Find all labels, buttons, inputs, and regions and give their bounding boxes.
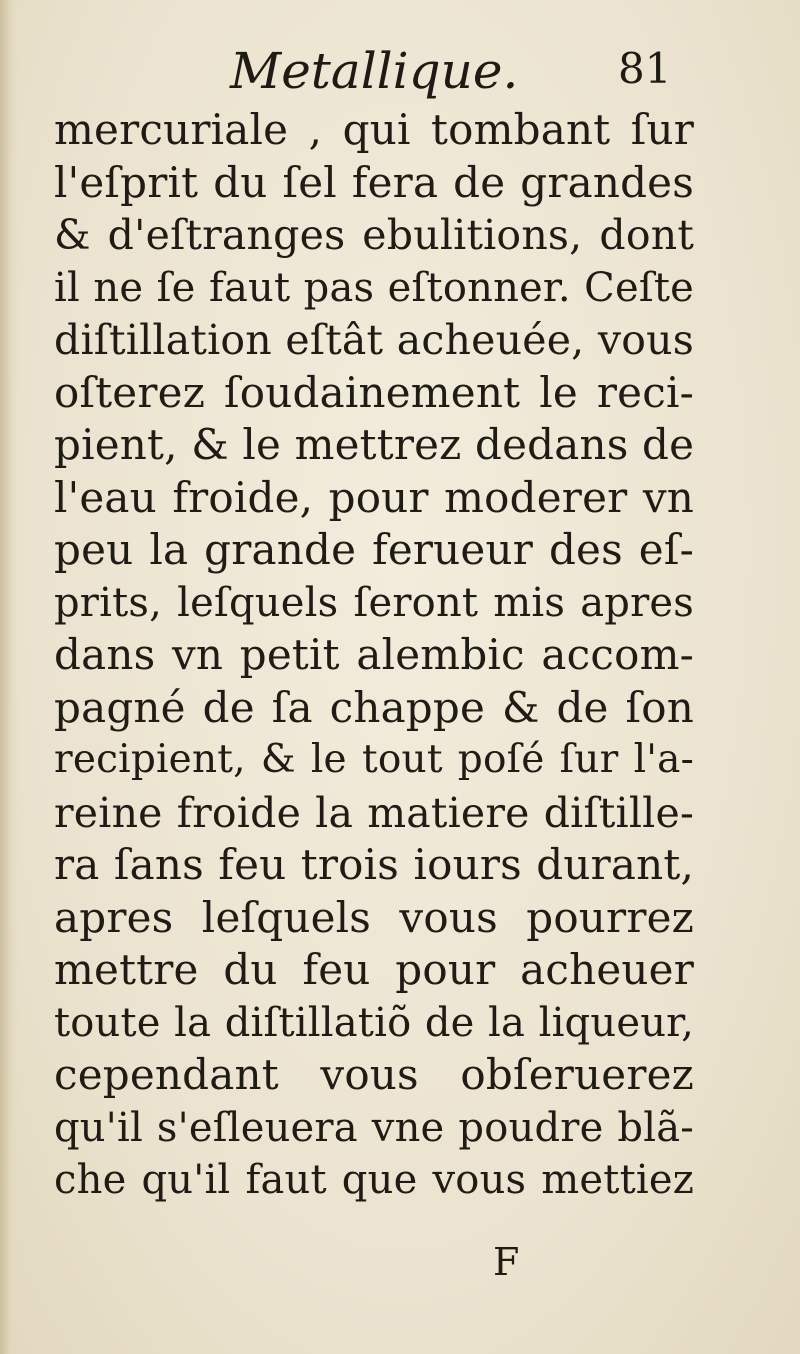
text-line: ra ſans feu trois iours durant, — [54, 840, 694, 889]
text-line: cependant vous obſeruerez — [54, 1050, 694, 1099]
text-line: peu la grande ferueur des eſ- — [54, 525, 694, 574]
text-line: che qu'il faut que vous mettiez — [54, 1157, 694, 1203]
text-line: mercuriale , qui tombant ſur — [54, 105, 694, 154]
running-title: Metallique. — [230, 42, 519, 100]
text-line: qu'il s'eſleuera vne poudre blã- — [54, 1104, 694, 1151]
text-line: recipient, & le tout poſé ſur l'a- — [54, 737, 694, 782]
text-line: mettre du feu pour acheuer — [54, 945, 694, 994]
body-text — [54, 104, 694, 1207]
signature-mark: F — [493, 1240, 520, 1284]
text-line: reine froide la matiere diſtille- — [54, 788, 694, 837]
book-spine-shadow — [0, 0, 18, 1354]
text-line: l'eau froide, pour moderer vn — [54, 472, 694, 522]
text-line: toute la diſtillatiõ de la liqueur, — [54, 999, 694, 1046]
text-line: il ne ſe faut pas eſtonner. Ceſte — [54, 264, 694, 311]
text-line: dans vn petit alembic accom- — [54, 630, 694, 679]
page-number: 81 — [618, 44, 672, 93]
text-line: pagné de ſa chappe & de ſon — [54, 682, 694, 732]
text-line: diſtillation eſtât acheuée, vous — [54, 316, 694, 364]
text-line: oſterez ſoudainement le reci- — [54, 367, 694, 417]
text-line: apres leſquels vous pourrez — [54, 892, 694, 942]
page-header — [0, 42, 800, 112]
text-line: prits, leſquels ſeront mis apres — [54, 579, 694, 626]
text-line: l'eſprit du ſel fera de grandes — [54, 157, 694, 207]
text-line: & d'eſtranges ebulitions, dont — [54, 211, 694, 259]
text-line: pient, & le mettrez dedans de — [54, 420, 695, 469]
